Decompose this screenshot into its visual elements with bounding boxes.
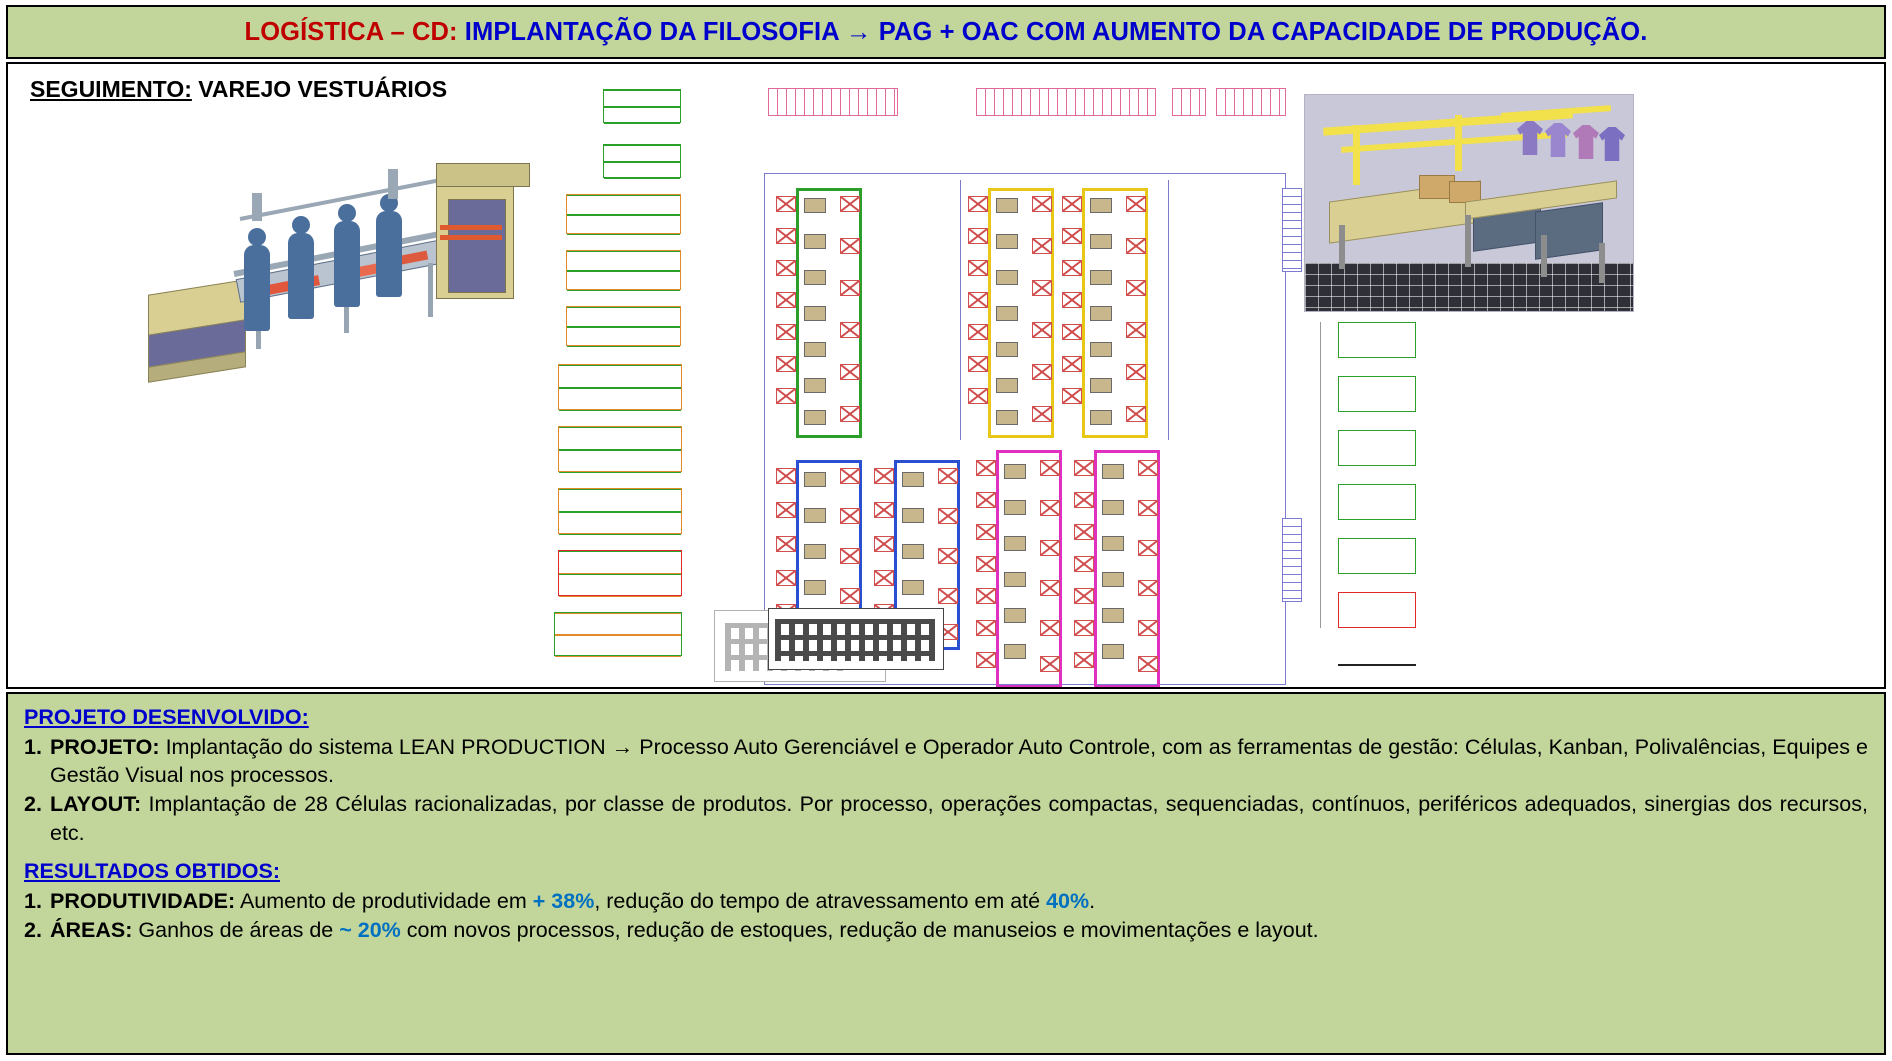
item-text-b: , redução do tempo de atravessamento em até bbox=[594, 888, 1047, 913]
item-number: 1. bbox=[24, 888, 42, 913]
item-text: Implantação de 28 Células racionalizadas, por classe de produtos. Por processo, operações compactas, sequenciadas, contínuos, periféricos adequados, sinergias dos recursos, etc. bbox=[50, 792, 1868, 845]
seguimento-value: VAREJO VESTUÁRIOS bbox=[191, 76, 448, 102]
item-number: 1. bbox=[24, 734, 42, 759]
seguimento-line bbox=[30, 76, 447, 103]
section-title-projeto: PROJETO DESENVOLVIDO: bbox=[24, 705, 309, 729]
item-text-a: Ganhos de áreas de bbox=[132, 917, 340, 942]
slide-title bbox=[245, 18, 1648, 47]
item-highlight-b: 40% bbox=[1046, 888, 1090, 913]
item-highlight-a: ~ 20% bbox=[339, 917, 401, 942]
item-number: 2. bbox=[24, 917, 42, 942]
section-title-resultados: RESULTADOS OBTIDOS: bbox=[24, 859, 281, 884]
item-label: PRODUTIVIDADE: bbox=[50, 888, 236, 913]
content-panel bbox=[6, 62, 1886, 689]
item-text-b: com novos processos, redução de estoques, redução de manuseios e movimentações e layout. bbox=[400, 917, 1319, 942]
list-item bbox=[24, 887, 1868, 915]
list-item bbox=[24, 916, 1868, 944]
spacer bbox=[24, 848, 1868, 858]
item-highlight-a: + 38% bbox=[532, 888, 595, 913]
item-text: Implantação do sistema LEAN PRODUCTION → Processo Auto Gerenciável e Operador Auto Controle, com as ferramentas de gestão: Células, Kanban, Polivalências, Equipes e Gestão Visual nos processos. bbox=[50, 734, 1868, 787]
item-text-c: . bbox=[1089, 888, 1096, 913]
factory-layout-plan bbox=[764, 88, 1304, 688]
seguimento-label: SEGUIMENTO: bbox=[30, 76, 192, 102]
item-number: 2. bbox=[24, 792, 42, 817]
item-body bbox=[50, 887, 1868, 915]
item-label: LAYOUT: bbox=[50, 792, 142, 817]
slide-header-banner bbox=[6, 5, 1886, 59]
item-text-a: Aumento de produtividade em bbox=[235, 888, 533, 913]
slide-title-prefix: LOGÍSTICA – CD: bbox=[244, 17, 458, 46]
description-block bbox=[6, 692, 1886, 1055]
item-body bbox=[50, 733, 1868, 790]
render-floor-grid bbox=[1305, 263, 1633, 311]
slide-title-main: IMPLANTAÇÃO DA FILOSOFIA → PAG + OAC COM AUMENTO DA CAPACIDADE DE PRODUÇÃO. bbox=[457, 17, 1648, 46]
item-label: PROJETO: bbox=[50, 734, 160, 759]
assembly-line-illustration bbox=[148, 159, 578, 434]
list-item bbox=[24, 790, 1868, 847]
item-label: ÁREAS: bbox=[50, 917, 133, 942]
workstation-3d-render bbox=[1304, 94, 1634, 312]
list-item bbox=[24, 733, 1868, 790]
item-body bbox=[50, 916, 1868, 944]
item-body bbox=[50, 790, 1868, 847]
